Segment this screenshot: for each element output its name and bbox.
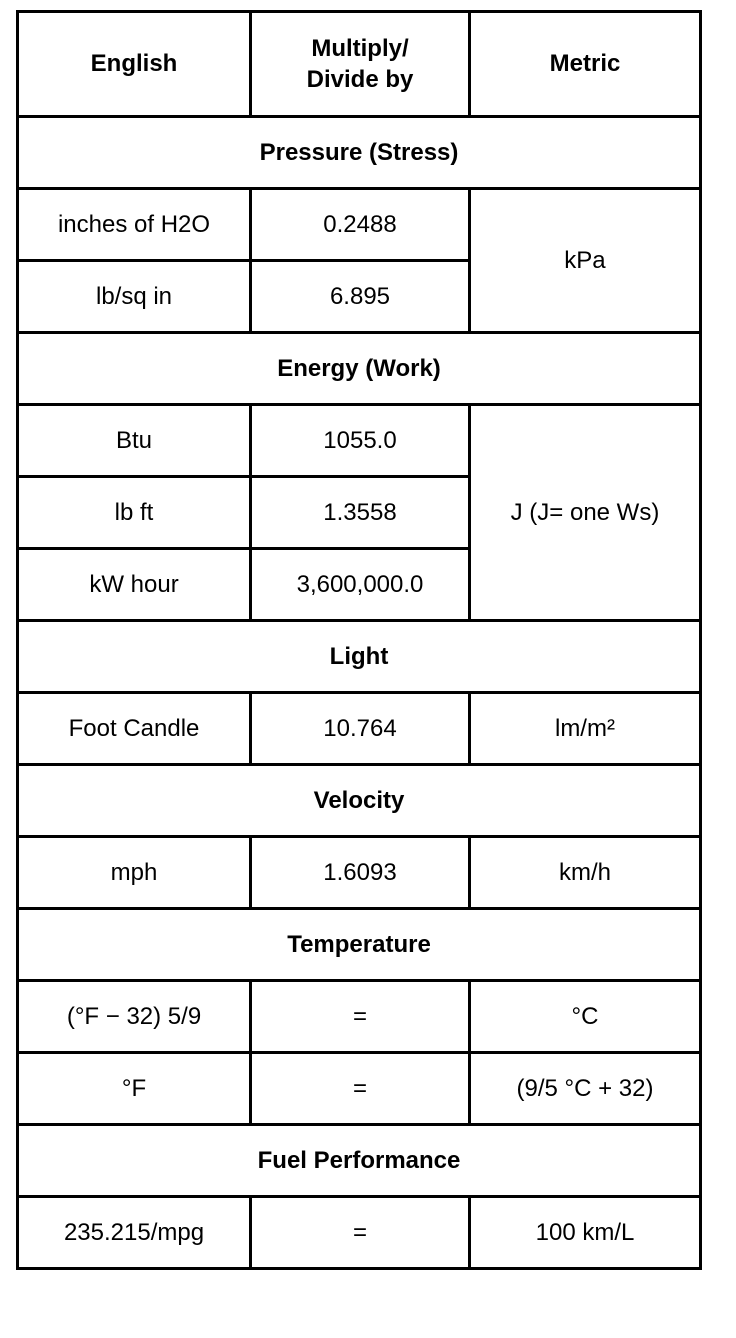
section-row xyxy=(18,621,701,693)
factor-cell: = xyxy=(251,1197,470,1269)
table-row xyxy=(18,189,701,261)
english-cell: inches of H2O xyxy=(18,189,251,261)
section-title-temperature: Temperature xyxy=(18,909,701,981)
header-multiply xyxy=(251,12,470,117)
english-cell: lb/sq in xyxy=(18,261,251,333)
english-cell: kW hour xyxy=(18,549,251,621)
metric-cell: lm/m² xyxy=(469,693,700,765)
header-multiply-line2: Divide by xyxy=(306,66,414,93)
english-cell: mph xyxy=(18,837,251,909)
header-row xyxy=(18,12,701,117)
table-row xyxy=(18,981,701,1053)
metric-cell: 100 km/L xyxy=(469,1197,700,1269)
factor-cell: 3,600,000.0 xyxy=(251,549,470,621)
section-title-light: Light xyxy=(18,621,701,693)
metric-cell: km/h xyxy=(469,837,700,909)
section-row xyxy=(18,333,701,405)
table-row xyxy=(18,837,701,909)
section-row xyxy=(18,1125,701,1197)
section-row xyxy=(18,909,701,981)
factor-cell: 1.6093 xyxy=(251,837,470,909)
section-row xyxy=(18,117,701,189)
english-cell: °F xyxy=(18,1053,251,1125)
factor-cell: = xyxy=(251,1053,470,1125)
factor-cell: = xyxy=(251,981,470,1053)
header-english: English xyxy=(18,12,251,117)
conversion-table xyxy=(16,10,702,1270)
factor-cell: 0.2488 xyxy=(251,189,470,261)
header-multiply-line1: Multiply/ xyxy=(311,34,409,62)
english-cell: 235.215/mpg xyxy=(18,1197,251,1269)
metric-cell: (9/5 °C + 32) xyxy=(469,1053,700,1125)
section-title-velocity: Velocity xyxy=(18,765,701,837)
english-cell: Btu xyxy=(18,405,251,477)
english-cell: Foot Candle xyxy=(18,693,251,765)
factor-cell: 6.895 xyxy=(251,261,470,333)
table-row xyxy=(18,1197,701,1269)
metric-cell: kPa xyxy=(469,189,700,333)
table-row xyxy=(18,1053,701,1125)
english-cell: lb ft xyxy=(18,477,251,549)
section-row xyxy=(18,765,701,837)
section-title-fuel: Fuel Performance xyxy=(18,1125,701,1197)
table-row xyxy=(18,405,701,477)
metric-cell: °C xyxy=(469,981,700,1053)
section-title-pressure: Pressure (Stress) xyxy=(18,117,701,189)
factor-cell: 1.3558 xyxy=(251,477,470,549)
english-cell: (°F − 32) 5/9 xyxy=(18,981,251,1053)
metric-cell: J (J= one Ws) xyxy=(469,405,700,621)
factor-cell: 1055.0 xyxy=(251,405,470,477)
section-title-energy: Energy (Work) xyxy=(18,333,701,405)
table-row xyxy=(18,693,701,765)
header-metric: Metric xyxy=(469,12,700,117)
factor-cell: 10.764 xyxy=(251,693,470,765)
